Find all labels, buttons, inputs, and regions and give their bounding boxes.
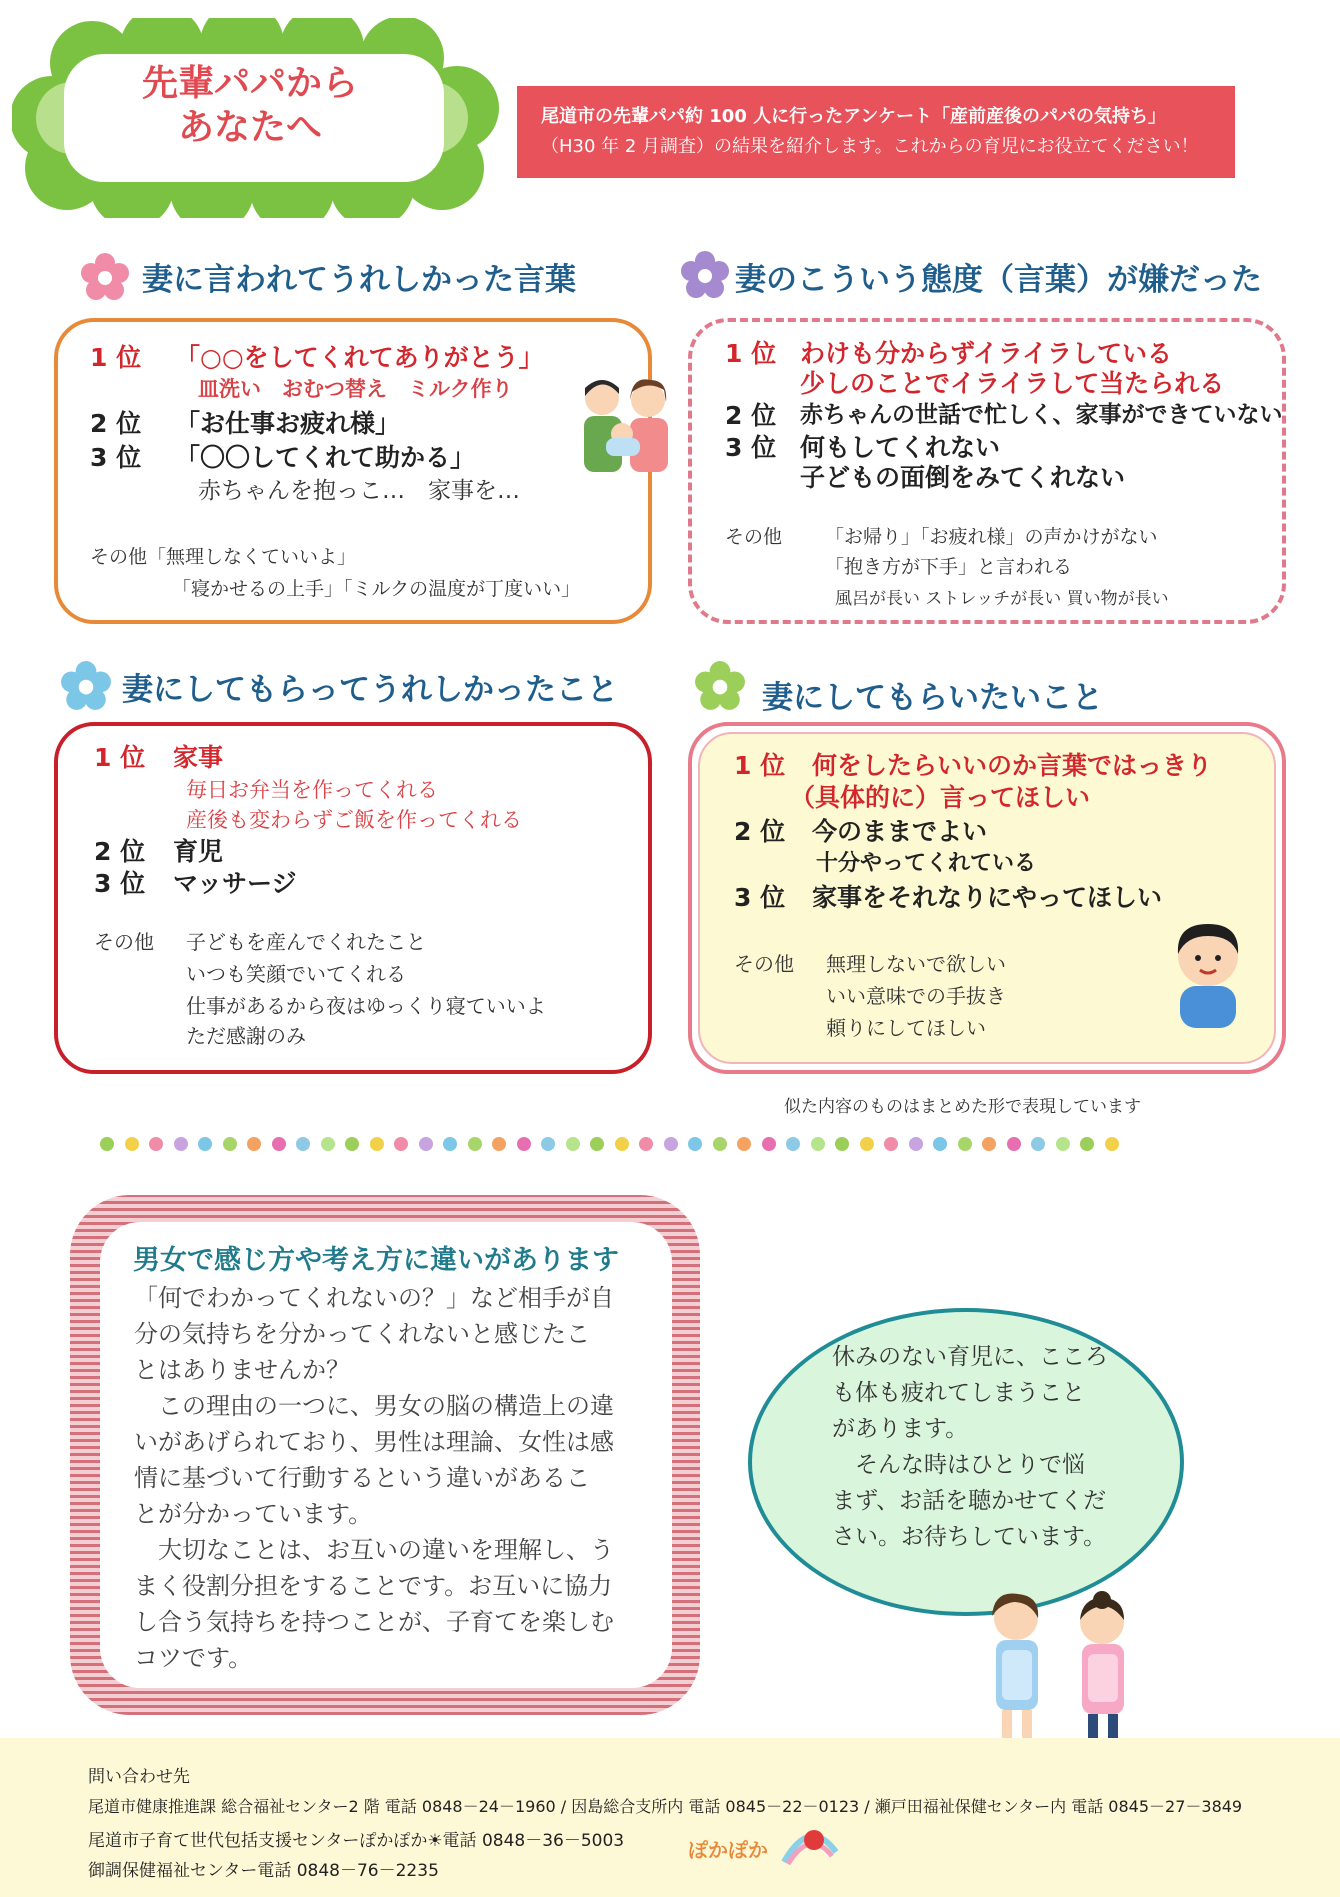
separator-dot (223, 1137, 237, 1151)
separator-dot (198, 1137, 212, 1151)
rank1-examples: 皿洗い おむつ替え ミルク作り (198, 377, 513, 401)
flower-pink-icon (80, 252, 130, 302)
separator-dot (100, 1137, 114, 1151)
badge-title (40, 62, 460, 150)
rank1-text2: 少しのことでイライラして当たられる (800, 369, 1225, 398)
other-label: その他 (734, 952, 794, 976)
couple-illustration (574, 372, 680, 482)
other-line: 頼りにしてほしい (826, 1016, 986, 1040)
separator-dot (590, 1137, 604, 1151)
separator-dot (958, 1137, 972, 1151)
rank1-text2: （具体的に）言ってほしい (790, 783, 1091, 812)
other-line: 「抱き方が下手」と言われる (825, 556, 1073, 578)
men-women-line: コツです。 (134, 1644, 253, 1672)
section-title-wishes: 妻にしてもらいたいこと (762, 680, 1103, 716)
badge-title-line2: あなたへ (177, 107, 322, 148)
bubble-line: があります。 (832, 1416, 969, 1442)
rank1-text: 何をしたらいいのか言葉ではっきり (812, 751, 1213, 780)
separator-dot (517, 1137, 531, 1151)
separator-dot (125, 1137, 139, 1151)
men-women-line: 分の気持ちを分かってくれないと感じたこ (134, 1320, 590, 1348)
rank3-text: マッサージ (173, 869, 297, 898)
other-line: 「寝かせるの上手」「ミルクの温度が丁度いい」 (172, 578, 581, 600)
section-title-happy-things: 妻にしてもらってうれしかったこと (122, 672, 618, 708)
men-women-line: し合う気持ちを持つことが、子育てを楽しむ (134, 1608, 614, 1636)
separator-dot (394, 1137, 408, 1151)
rank-label: 1 位 (725, 339, 777, 368)
separator-dot (247, 1137, 261, 1151)
separator-dot (688, 1137, 702, 1151)
separator-dot (933, 1137, 947, 1151)
separator-dot (174, 1137, 188, 1151)
rank1-text: わけも分からずイライラしている (800, 339, 1173, 368)
men-women-title: 男女で感じ方や考え方に違いがあります (133, 1245, 619, 1276)
contact-line: 御調保健福祉センター電話 0848－76－2235 (88, 1861, 439, 1881)
rank2-text: 赤ちゃんの世話で忙しく、家事ができていない (800, 402, 1283, 428)
separator-dot (443, 1137, 457, 1151)
men-women-line: この理由の一つに、男女の脳の構造上の違 (134, 1392, 614, 1420)
separator-dot (639, 1137, 653, 1151)
separator-dot (1080, 1137, 1094, 1151)
other-line: 仕事があるから夜はゆっくり寝ていいよ (186, 994, 546, 1018)
separator-dot (1007, 1137, 1021, 1151)
rank-label: 2 位 (90, 409, 142, 438)
separator-dot (884, 1137, 898, 1151)
separator-dot (664, 1137, 678, 1151)
separator-dot (149, 1137, 163, 1151)
other-line: ただ感謝のみ (186, 1024, 306, 1048)
rank-label: 1 位 (734, 751, 786, 780)
separator-dot (1105, 1137, 1119, 1151)
nurses-illustration (960, 1588, 1150, 1758)
separator-dot (713, 1137, 727, 1151)
pokapoka-logo-mark (780, 1822, 840, 1870)
separator-dot (370, 1137, 384, 1151)
rank3-text: 「〇〇してくれて助かる」 (175, 443, 476, 472)
section-title-happy-words: 妻に言われてうれしかった言葉 (142, 262, 576, 298)
men-women-line: まく役割分担をすることです。お互いに協力 (134, 1572, 613, 1600)
other-line: その他「無理しなくていいよ」 (90, 546, 357, 568)
separator-dot (468, 1137, 482, 1151)
bubble-line: まず、お話を聴かせてくだ (832, 1488, 1107, 1514)
rank3-text2: 子どもの面倒をみてくれない (800, 463, 1126, 492)
section-title-disliked: 妻のこういう態度（言葉）が嫌だった (735, 262, 1262, 298)
bubble-line: も体も疲れてしまうこと (832, 1380, 1085, 1406)
men-women-line: いがあげられており、男性は理論、女性は感 (134, 1428, 614, 1456)
separator-dot (1031, 1137, 1045, 1151)
men-women-line: 大切なことは、お互いの違いを理解し、う (134, 1536, 614, 1564)
rank2-text2: 十分やってくれている (816, 851, 1037, 876)
other-line: 「お帰り」「お疲れ様」の声かけがない (825, 526, 1158, 548)
bubble-line: そんな時はひとりで悩 (832, 1452, 1085, 1478)
flower-purple-icon (680, 250, 730, 300)
rank-label: 3 位 (90, 443, 142, 472)
separator-dot (835, 1137, 849, 1151)
rank-label: 2 位 (94, 837, 146, 866)
other-line: 風呂が長い ストレッチが長い 買い物が長い (835, 589, 1169, 609)
separator-dot (345, 1137, 359, 1151)
pokapoka-logo: ぽかぽか (688, 1838, 768, 1862)
rank1-text: 家事 (173, 743, 224, 772)
separator-dot (272, 1137, 286, 1151)
men-women-line: 情に基づいて行動するという違いがあるこ (134, 1464, 590, 1492)
bubble-line: さい。お待ちしています。 (832, 1524, 1107, 1550)
separator-dot (982, 1137, 996, 1151)
survey-banner (517, 86, 1235, 178)
rank2-text: 育児 (173, 837, 224, 866)
rank3-text: 何もしてくれない (800, 433, 1001, 462)
rank3-examples: 赤ちゃんを抱っこ… 家事を… (198, 478, 520, 504)
rank1-text: 「○○をしてくれてありがとう」 (175, 343, 544, 372)
other-label: その他 (725, 526, 783, 548)
separator-dot (321, 1137, 335, 1151)
other-line: いつも笑顔でいてくれる (186, 962, 406, 986)
separator-dot (860, 1137, 874, 1151)
rank-label: 3 位 (734, 883, 786, 912)
contact-line: 尾道市子育て世代包括支援センターぽかぽか☀電話 0848－36－5003 (88, 1831, 625, 1851)
bubble-line: 休みのない育児に、こころ (832, 1344, 1108, 1370)
separator-dot (786, 1137, 800, 1151)
rank-label: 1 位 (90, 343, 142, 372)
separator-dot (1056, 1137, 1070, 1151)
rank-label: 3 位 (94, 869, 146, 898)
contact-line: 尾道市健康推進課 総合福祉センター2 階 電話 0848－24－1960 / 因島総合支所内 電話 0845－22－0123 / 瀬戸田福祉保健センター内 電話 0845－27－3849 (88, 1797, 1243, 1816)
separator-dot (296, 1137, 310, 1151)
other-line: いい意味での手抜き (826, 984, 1006, 1008)
rank-label: 3 位 (725, 433, 777, 462)
separator-dot (762, 1137, 776, 1151)
note-text: 似た内容のものはまとめた形で表現しています (784, 1097, 1141, 1117)
boy-illustration (1162, 918, 1254, 1030)
contact-label: 問い合わせ先 (88, 1767, 190, 1787)
separator-dot (615, 1137, 629, 1151)
flower-green-icon (694, 660, 746, 712)
banner-line2: （H30 年 2 月調査）の結果を紹介します。これからの育児にお役立てください！ (541, 136, 1199, 157)
badge-title-line1: 先輩パパから (141, 63, 358, 104)
flower-blue-icon (60, 660, 112, 712)
separator-dot (492, 1137, 506, 1151)
banner-line1: 尾道市の先輩パパ約 100 人に行ったアンケート「産前産後のパパの気持ち」 (541, 106, 1167, 127)
separator-dot (909, 1137, 923, 1151)
separator-dot (737, 1137, 751, 1151)
men-women-line: とはありませんか？ (134, 1356, 350, 1384)
other-line: 無理しないで欲しい (826, 952, 1006, 976)
separator-dot (541, 1137, 555, 1151)
separator-dot (811, 1137, 825, 1151)
men-women-line: とが分かっています。 (134, 1500, 373, 1528)
rank-label: 1 位 (94, 743, 146, 772)
rank1-example: 産後も変わらずご飯を作ってくれる (186, 808, 522, 832)
rank3-text: 家事をそれなりにやってほしい (812, 883, 1163, 912)
rank2-text: 今のままでよい (812, 817, 988, 846)
rank2-text: 「お仕事お疲れ様」 (175, 409, 401, 438)
separator-dot (419, 1137, 433, 1151)
men-women-line: 「何でわかってくれないの？」など相手が自 (134, 1284, 614, 1312)
separator-dot (566, 1137, 580, 1151)
other-label: その他 (94, 930, 154, 954)
rank1-example: 毎日お弁当を作ってくれる (186, 778, 438, 802)
other-line: 子どもを産んでくれたこと (186, 930, 426, 954)
rank-label: 2 位 (725, 401, 777, 430)
rank-label: 2 位 (734, 817, 786, 846)
